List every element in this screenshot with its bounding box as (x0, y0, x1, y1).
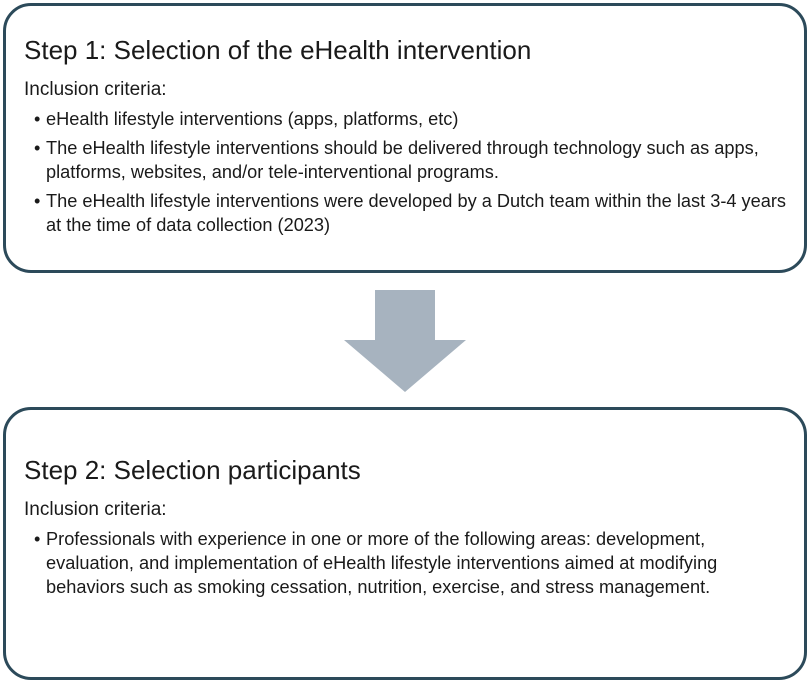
criteria-item (24, 136, 788, 184)
down-arrow-icon (344, 290, 466, 392)
criteria-item (24, 107, 788, 131)
bullet-icon: • (34, 191, 41, 211)
step-1-box (3, 3, 807, 273)
criteria-item-text: eHealth lifestyle interventions (apps, platforms, etc) (46, 109, 459, 129)
step-2-subtitle: Inclusion criteria: (24, 499, 167, 520)
step-2-box (3, 407, 807, 680)
criteria-item-text: The eHealth lifestyle interventions should be delivered through technology such as apps, platforms, websites, and/or tele-interventional programs. (46, 138, 759, 182)
step-2-criteria-list (24, 527, 788, 599)
down-arrow-shape (344, 290, 466, 392)
criteria-item-text: The eHealth lifestyle interventions were developed by a Dutch team within the last 3-4 years at the time of data collection (2023) (46, 191, 787, 235)
criteria-item-text: Professionals with experience in one or more of the following areas: development, evaluation, and implementation of eHealth lifestyle interventions aimed at modifying behaviors such as smoking cessation, nutrition, exercise, and stress management. (46, 529, 718, 597)
step-1-criteria-list (24, 107, 788, 237)
bullet-icon: • (34, 109, 41, 129)
bullet-icon: • (34, 138, 41, 158)
criteria-item (24, 189, 788, 237)
criteria-item (24, 527, 788, 599)
step-1-title: Step 1: Selection of the eHealth intervention (24, 35, 532, 65)
bullet-icon: • (34, 529, 41, 549)
step-2-title: Step 2: Selection participants (24, 455, 361, 485)
step-1-subtitle: Inclusion criteria: (24, 79, 167, 100)
